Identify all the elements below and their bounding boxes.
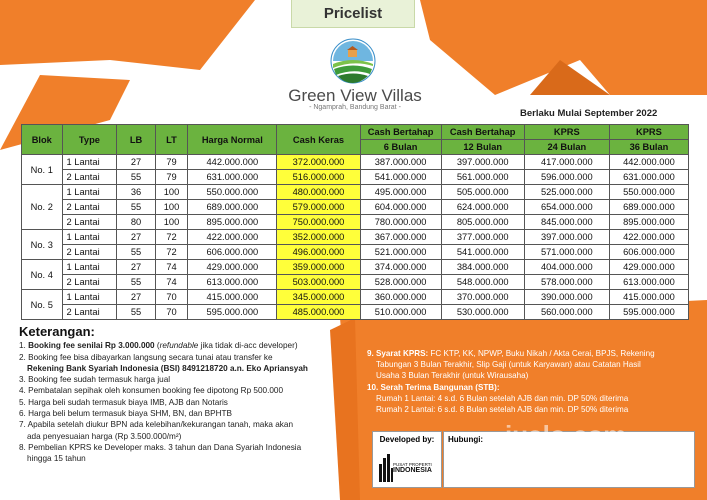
note-8: 8. Pembelian KPRS ke Developer maks. 3 tahun dan Dana Syariah Indonesia: [19, 442, 302, 452]
header-6-bulan: 6 Bulan: [360, 140, 441, 155]
bertahap-12-cell: 805.000.000: [441, 215, 524, 230]
notes-section: [19, 326, 339, 465]
harga-normal-cell: 895.000.000: [188, 215, 277, 230]
developer-logo-text: PUSAT PROPERTI INDONESIA: [393, 462, 432, 474]
bertahap-6-cell: 387.000.000: [360, 155, 441, 170]
cash-keras-cell: 345.000.000: [277, 290, 360, 305]
bertahap-6-cell: 367.000.000: [360, 230, 441, 245]
lb-cell: 27: [117, 290, 156, 305]
harga-normal-cell: 429.000.000: [188, 260, 277, 275]
header-24-bulan: 24 Bulan: [524, 140, 609, 155]
kprs-24-cell: 390.000.000: [524, 290, 609, 305]
header-type: Type: [62, 125, 117, 155]
kprs-36-cell: 595.000.000: [609, 305, 688, 320]
lt-cell: 72: [155, 245, 187, 260]
top-left-orange-shape: [0, 0, 255, 70]
note-10-a: Rumah 1 Lantai: 4 s.d. 6 Bulan setelah AJB dan min. DP 50% diterima: [376, 393, 629, 403]
note-7-cont: ada penyesuaian harga (Rp 3.500.000/m²): [27, 431, 182, 441]
note-10-b: Rumah 2 Lantai: 6 s.d. 8 Bulan setelah AJB dan min. DP 50% diterima: [376, 405, 629, 415]
cash-keras-cell: 496.000.000: [277, 245, 360, 260]
lt-cell: 100: [155, 185, 187, 200]
developer-logo-icon: [379, 454, 393, 482]
bertahap-12-cell: 505.000.000: [441, 185, 524, 200]
header-cash-keras: Cash Keras: [277, 125, 360, 155]
note-9-cont-1: Tabungan 3 Bulan Terakhir, Slip Gaji (untuk Karyawan) atau Catatan Hasil: [376, 360, 641, 370]
kprs-36-cell: 550.000.000: [609, 185, 688, 200]
note-1: 1. Booking fee senilai Rp 3.000.000 (refundable jika tidak di-acc developer): [19, 341, 298, 351]
brand-name: Green View Villas: [288, 86, 422, 105]
kprs-24-cell: 845.000.000: [524, 215, 609, 230]
type-cell: 2 Lantai: [62, 305, 117, 320]
table-row: [22, 155, 689, 170]
bertahap-12-cell: 548.000.000: [441, 275, 524, 290]
developed-by-label: Developed by:: [379, 435, 435, 444]
cash-keras-cell: 480.000.000: [277, 185, 360, 200]
type-cell: 1 Lantai: [62, 155, 117, 170]
harga-normal-cell: 422.000.000: [188, 230, 277, 245]
kprs-24-cell: 654.000.000: [524, 200, 609, 215]
bertahap-12-cell: 530.000.000: [441, 305, 524, 320]
bertahap-12-cell: 370.000.000: [441, 290, 524, 305]
lt-cell: 74: [155, 260, 187, 275]
note-8-cont: hingga 15 tahun: [27, 454, 86, 464]
header-cash-bertahap-6: Cash Bertahap: [360, 125, 441, 140]
blok-cell: No. 5: [22, 290, 63, 320]
header-kprs-36: KPRS: [609, 125, 688, 140]
bertahap-6-cell: 374.000.000: [360, 260, 441, 275]
bertahap-6-cell: 521.000.000: [360, 245, 441, 260]
lb-cell: 55: [117, 200, 156, 215]
lt-cell: 70: [155, 305, 187, 320]
lb-cell: 55: [117, 170, 156, 185]
type-cell: 1 Lantai: [62, 290, 117, 305]
note-2: 2. Booking fee bisa dibayarkan langsung secara tunai atau transfer ke: [19, 352, 273, 362]
header-lt: LT: [155, 125, 187, 155]
kprs-24-cell: 404.000.000: [524, 260, 609, 275]
cash-keras-cell: 352.000.000: [277, 230, 360, 245]
lb-cell: 27: [117, 260, 156, 275]
kprs-24-cell: 596.000.000: [524, 170, 609, 185]
kprs-36-cell: 415.000.000: [609, 290, 688, 305]
type-cell: 2 Lantai: [62, 200, 117, 215]
kprs-36-cell: 631.000.000: [609, 170, 688, 185]
table-row: [22, 290, 689, 305]
kprs-24-cell: 525.000.000: [524, 185, 609, 200]
kprs-36-cell: 606.000.000: [609, 245, 688, 260]
type-cell: 2 Lantai: [62, 275, 117, 290]
kprs-24-cell: 571.000.000: [524, 245, 609, 260]
note-2-account: Rekening Bank Syariah Indonesia (BSI) 8491218720 a.n. Eko Apriansyah: [27, 363, 308, 373]
table-row: [22, 245, 689, 260]
brand-location: - Ngamprah, Bandung Barat -: [309, 104, 401, 111]
header-36-bulan: 36 Bulan: [609, 140, 688, 155]
lb-cell: 36: [117, 185, 156, 200]
notes-title: Keterangan:: [19, 324, 95, 339]
lt-cell: 100: [155, 200, 187, 215]
bertahap-6-cell: 604.000.000: [360, 200, 441, 215]
blok-cell: No. 1: [22, 155, 63, 185]
bertahap-6-cell: 495.000.000: [360, 185, 441, 200]
developer-box: [372, 431, 442, 488]
note-4: 4. Pembatalan sepihak oleh konsumen booking fee dipotong Rp 500.000: [19, 386, 284, 396]
right-notes-section: [367, 348, 697, 415]
kprs-24-cell: 417.000.000: [524, 155, 609, 170]
note-5: 5. Harga beli sudah termasuk biaya IMB, AJB dan Notaris: [19, 397, 228, 407]
cash-keras-cell: 750.000.000: [277, 215, 360, 230]
bertahap-6-cell: 541.000.000: [360, 170, 441, 185]
blok-cell: No. 2: [22, 185, 63, 230]
bertahap-12-cell: 561.000.000: [441, 170, 524, 185]
harga-normal-cell: 550.000.000: [188, 185, 277, 200]
header-blok: Blok: [22, 125, 63, 155]
table-row: [22, 215, 689, 230]
hubungi-label: Hubungi:: [448, 435, 484, 444]
header-harga-normal: Harga Normal: [188, 125, 277, 155]
kprs-36-cell: 429.000.000: [609, 260, 688, 275]
note-9: 9. Syarat KPRS: FC KTP, KK, NPWP, Buku Nikah / Akta Cerai, BPJS, Rekening: [367, 349, 655, 358]
jualo-watermark: jualo.com: [505, 420, 627, 450]
note-7: 7. Apabila setelah diukur BPN ada kelebihan/kekurangan tanah, maka akan: [19, 420, 294, 430]
blok-cell: No. 4: [22, 260, 63, 290]
lb-cell: 27: [117, 230, 156, 245]
harga-normal-cell: 595.000.000: [188, 305, 277, 320]
cash-keras-cell: 503.000.000: [277, 275, 360, 290]
bertahap-6-cell: 510.000.000: [360, 305, 441, 320]
lt-cell: 72: [155, 230, 187, 245]
lt-cell: 74: [155, 275, 187, 290]
note-10: 10. Serah Terima Bangunan (STB):: [367, 382, 500, 392]
bertahap-6-cell: 528.000.000: [360, 275, 441, 290]
cash-keras-cell: 579.000.000: [277, 200, 360, 215]
kprs-36-cell: 895.000.000: [609, 215, 688, 230]
type-cell: 2 Lantai: [62, 170, 117, 185]
cash-keras-cell: 485.000.000: [277, 305, 360, 320]
lb-cell: 55: [117, 245, 156, 260]
bertahap-12-cell: 541.000.000: [441, 245, 524, 260]
lt-cell: 79: [155, 170, 187, 185]
cash-keras-cell: 372.000.000: [277, 155, 360, 170]
harga-normal-cell: 415.000.000: [188, 290, 277, 305]
header-lb: LB: [117, 125, 156, 155]
lt-cell: 100: [155, 215, 187, 230]
green-view-villas-logo-icon: [330, 38, 376, 84]
bertahap-12-cell: 377.000.000: [441, 230, 524, 245]
harga-normal-cell: 631.000.000: [188, 170, 277, 185]
bertahap-12-cell: 397.000.000: [441, 155, 524, 170]
bertahap-12-cell: 624.000.000: [441, 200, 524, 215]
blok-cell: No. 3: [22, 230, 63, 260]
cash-keras-cell: 359.000.000: [277, 260, 360, 275]
table-row: [22, 200, 689, 215]
note-3: 3. Booking fee sudah termasuk harga jual: [19, 375, 171, 385]
kprs-36-cell: 613.000.000: [609, 275, 688, 290]
type-cell: 2 Lantai: [62, 245, 117, 260]
header-12-bulan: 12 Bulan: [441, 140, 524, 155]
kprs-36-cell: 689.000.000: [609, 200, 688, 215]
note-9-cont-2: Usaha 3 Bulan Terakhir (untuk Wirausaha): [376, 371, 529, 381]
table-row: [22, 185, 689, 200]
lb-cell: 55: [117, 275, 156, 290]
type-cell: 1 Lantai: [62, 185, 117, 200]
cash-keras-cell: 516.000.000: [277, 170, 360, 185]
effective-date: Berlaku Mulai September 2022: [520, 108, 658, 119]
type-cell: 1 Lantai: [62, 230, 117, 245]
page-title: Pricelist: [291, 0, 415, 28]
kprs-24-cell: 560.000.000: [524, 305, 609, 320]
table-row: [22, 305, 689, 320]
header-kprs-24: KPRS: [524, 125, 609, 140]
harga-normal-cell: 442.000.000: [188, 155, 277, 170]
harga-normal-cell: 613.000.000: [188, 275, 277, 290]
kprs-36-cell: 442.000.000: [609, 155, 688, 170]
lb-cell: 80: [117, 215, 156, 230]
table-row: [22, 170, 689, 185]
table-row: [22, 260, 689, 275]
kprs-24-cell: 397.000.000: [524, 230, 609, 245]
bertahap-12-cell: 384.000.000: [441, 260, 524, 275]
type-cell: 1 Lantai: [62, 260, 117, 275]
kprs-36-cell: 422.000.000: [609, 230, 688, 245]
lt-cell: 79: [155, 155, 187, 170]
harga-normal-cell: 689.000.000: [188, 200, 277, 215]
header-cash-bertahap-12: Cash Bertahap: [441, 125, 524, 140]
lt-cell: 70: [155, 290, 187, 305]
table-row: [22, 275, 689, 290]
table-row: [22, 230, 689, 245]
bertahap-6-cell: 780.000.000: [360, 215, 441, 230]
bertahap-6-cell: 360.000.000: [360, 290, 441, 305]
lb-cell: 55: [117, 305, 156, 320]
lb-cell: 27: [117, 155, 156, 170]
price-table: [21, 124, 689, 320]
kprs-24-cell: 578.000.000: [524, 275, 609, 290]
harga-normal-cell: 606.000.000: [188, 245, 277, 260]
type-cell: 2 Lantai: [62, 215, 117, 230]
note-6: 6. Harga beli belum termasuk biaya SHM, BN, dan BPHTB: [19, 409, 232, 419]
